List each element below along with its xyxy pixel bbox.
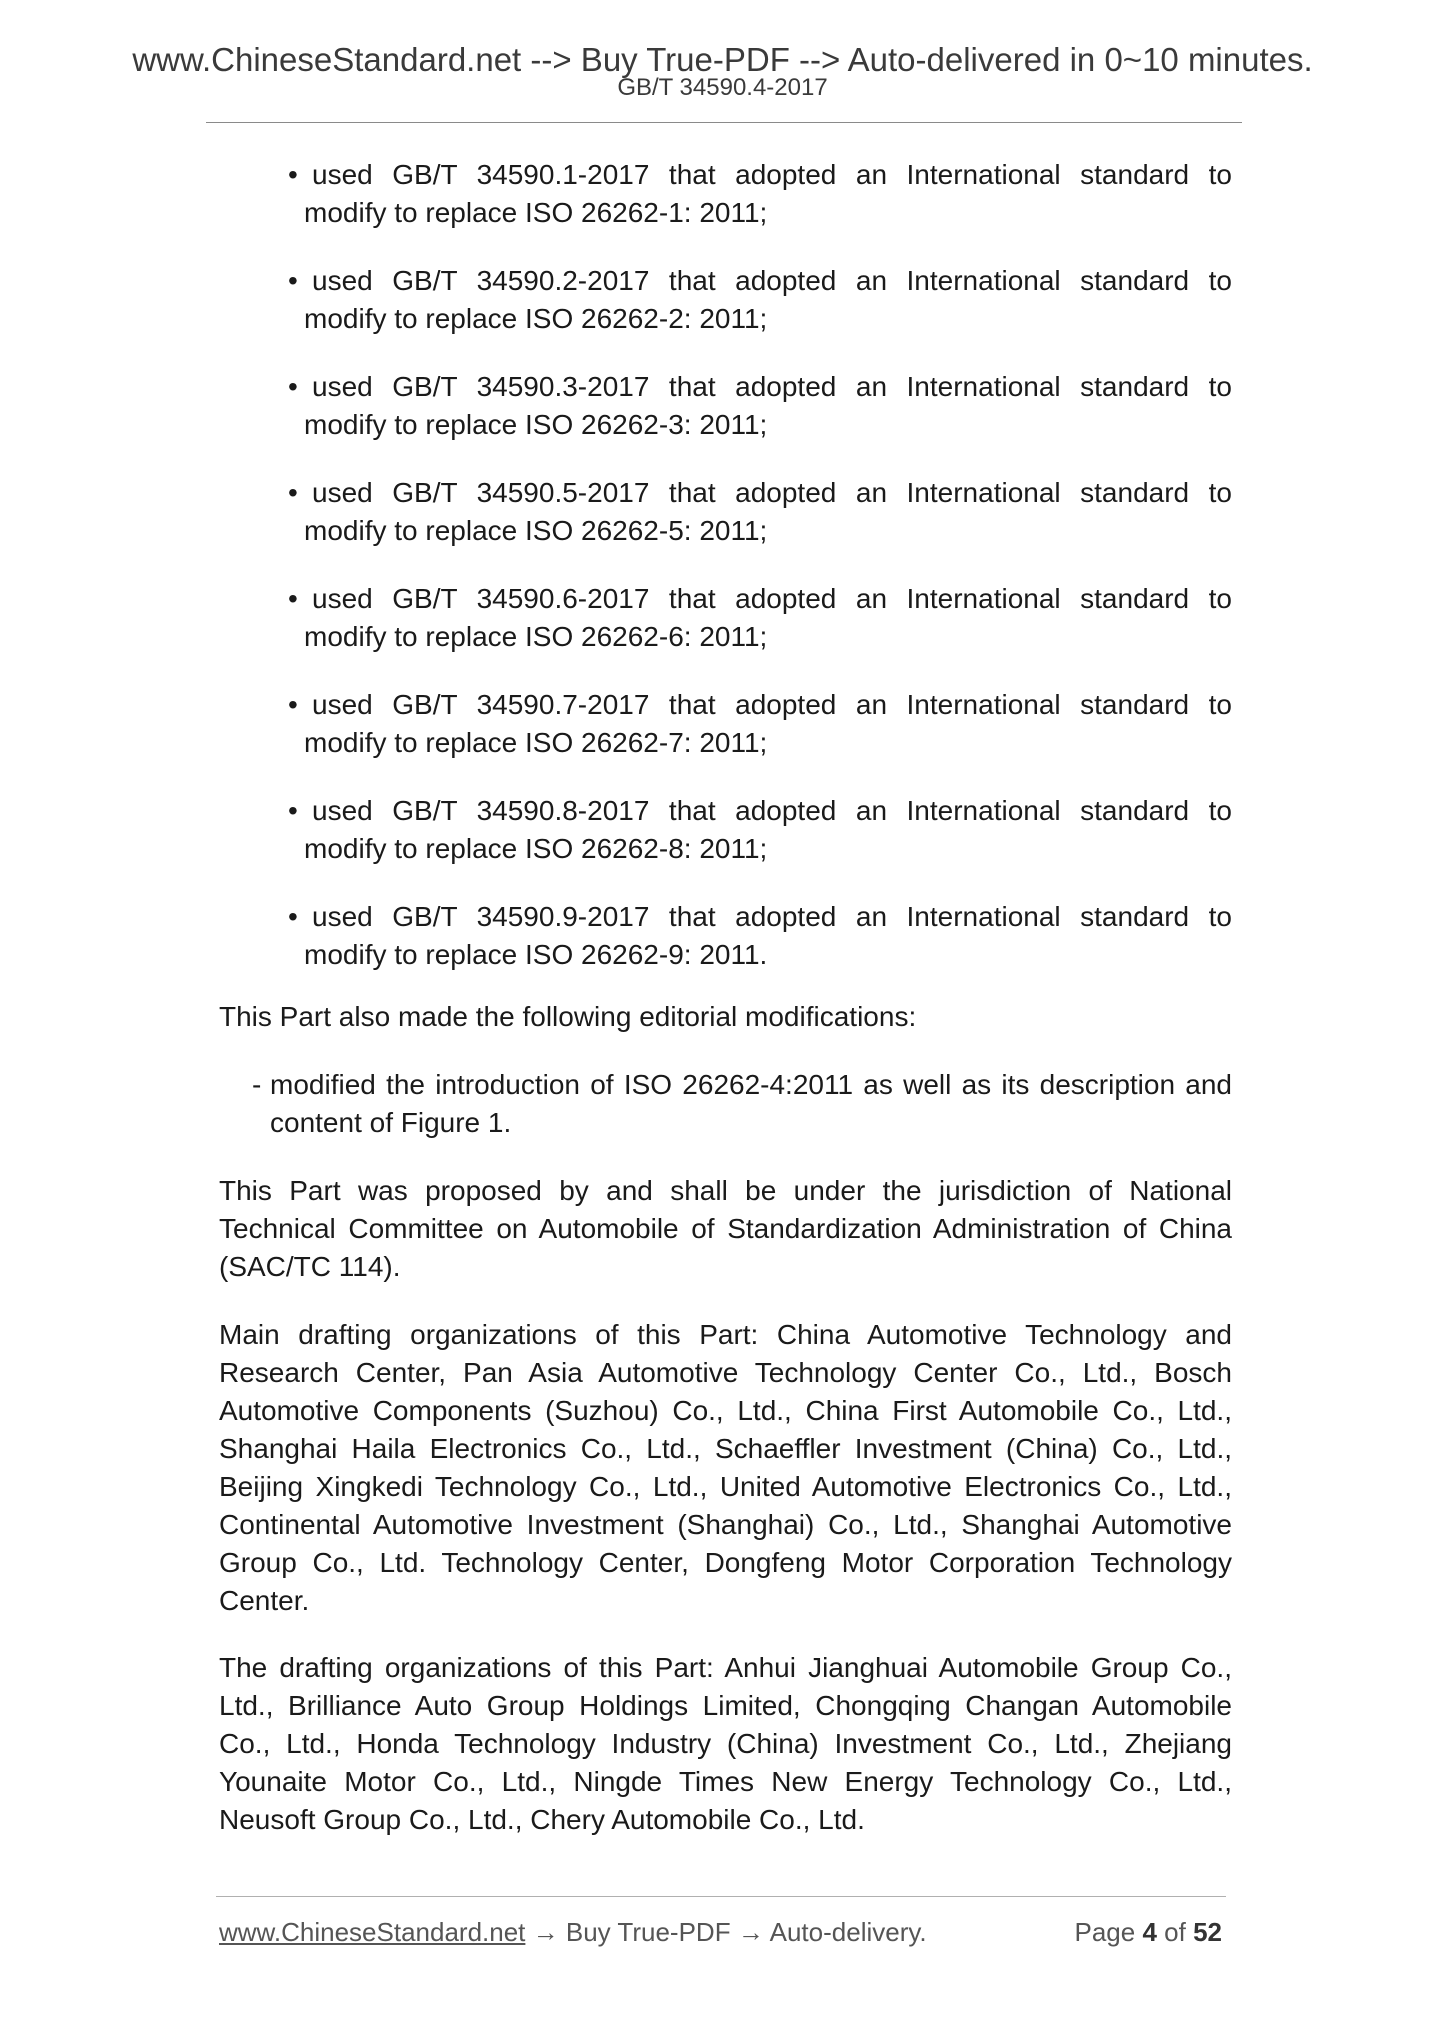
- proposed-paragraph: This Part was proposed by and shall be under the jurisdiction of National Technical Committee on Automobile of Standardization Administration of China (SAC/TC 114).: [219, 1175, 1232, 1282]
- dash-marker: -: [252, 1069, 262, 1100]
- bullet-dot-icon: •: [288, 689, 298, 720]
- bullet-dot-icon: •: [288, 795, 298, 826]
- footer: [219, 1914, 1222, 1954]
- bullet-line: modify to replace ISO 26262-3: 2011;: [304, 409, 768, 440]
- of-label: of: [1164, 1917, 1186, 1947]
- bullet-item: [288, 686, 1232, 762]
- bullet-dot-icon: •: [288, 901, 298, 932]
- bullet-item: [288, 262, 1232, 338]
- bullet-line: used GB/T 34590.1-2017 that adopted an International standard to: [312, 159, 1232, 190]
- bullet-dot-icon: •: [288, 371, 298, 402]
- bullet-line: modify to replace ISO 26262-6: 2011;: [304, 621, 768, 652]
- bullet-line: modify to replace ISO 26262-8: 2011;: [304, 833, 768, 864]
- main-drafting-paragraph: Main drafting organizations of this Part: China Automotive Technology and Research Center, Pan Asia Automotive Technology Center Co., Ltd., Bosch Automotive Components (Suzhou) Co., Ltd., China First Automobile Co., Ltd., Shanghai Haila Electronics Co., Ltd., Schaeffler Investment (China) Co., Ltd., Beijing Xingkedi Technology Co., Ltd., United Automotive Electronics Co., Ltd., Continental Automotive Investment (Shanghai) Co., Ltd., Shanghai Automotive Group Co., Ltd. Technology Center, Dongfeng Motor Corporation Technology Center.: [219, 1319, 1232, 1616]
- bullet-line: modify to replace ISO 26262-7: 2011;: [304, 727, 768, 758]
- bullet-line: used GB/T 34590.9-2017 that adopted an International standard to: [312, 901, 1232, 932]
- footer-site-link[interactable]: www.ChineseStandard.net: [219, 1917, 526, 1947]
- bullet-line: modify to replace ISO 26262-9: 2011.: [304, 939, 768, 970]
- bullet-dot-icon: •: [288, 583, 298, 614]
- editorial-item-line: content of Figure 1.: [270, 1107, 512, 1138]
- bullet-item: [288, 792, 1232, 868]
- header-banner: www.ChineseStandard.net --> Buy True-PDF --> Auto-delivered in 0~10 minutes.: [132, 41, 1313, 78]
- arrow-right-icon: →: [737, 1917, 764, 1947]
- editorial-item-line: modified the introduction of ISO 26262-4:2011 as well as its description and: [270, 1069, 1232, 1100]
- header-divider: [206, 122, 1242, 123]
- page-indicator: [1074, 1914, 1222, 1950]
- bullet-line: modify to replace ISO 26262-1: 2011;: [304, 197, 768, 228]
- document-code: GB/T 34590.4-2017: [617, 74, 828, 101]
- bullet-line: modify to replace ISO 26262-2: 2011;: [304, 303, 768, 334]
- footer-divider: [216, 1896, 1226, 1897]
- bullet-item: [288, 474, 1232, 550]
- drafting-paragraph: The drafting organizations of this Part: Anhui Jianghuai Automobile Group Co., Ltd., Brilliance Auto Group Holdings Limited, Chongqing Changan Automobile Co., Ltd., Honda Technology Industry (China) Investment Co., Ltd., Zhejiang Younaite Motor Co., Ltd., Ningde Times New Energy Technology Co., Ltd., Neusoft Group Co., Ltd., Chery Automobile Co., Ltd.: [219, 1652, 1232, 1835]
- editorial-intro: This Part also made the following editorial modifications:: [219, 1001, 917, 1032]
- footer-buy-text: Buy True-PDF: [565, 1917, 731, 1947]
- bullet-line: used GB/T 34590.3-2017 that adopted an International standard to: [312, 371, 1232, 402]
- bullet-line: used GB/T 34590.2-2017 that adopted an International standard to: [312, 265, 1232, 296]
- page-number: 4: [1142, 1917, 1157, 1947]
- bullet-line: modify to replace ISO 26262-5: 2011;: [304, 515, 768, 546]
- bullet-item: [288, 580, 1232, 656]
- bullet-item: [288, 156, 1232, 232]
- arrow-right-icon: →: [532, 1917, 559, 1947]
- bullet-dot-icon: •: [288, 159, 298, 190]
- bullet-dot-icon: •: [288, 265, 298, 296]
- footer-left: [219, 1914, 927, 1950]
- bullet-line: used GB/T 34590.6-2017 that adopted an International standard to: [312, 583, 1232, 614]
- bullet-line: used GB/T 34590.5-2017 that adopted an International standard to: [312, 477, 1232, 508]
- bullet-dot-icon: •: [288, 477, 298, 508]
- bullet-item: [288, 898, 1232, 974]
- bullet-item: [288, 368, 1232, 444]
- bullet-list: [288, 156, 1232, 1004]
- bullet-line: used GB/T 34590.8-2017 that adopted an International standard to: [312, 795, 1232, 826]
- bullet-line: used GB/T 34590.7-2017 that adopted an International standard to: [312, 689, 1232, 720]
- footer-auto-text: Auto-delivery.: [769, 1917, 927, 1947]
- page-total: 52: [1193, 1917, 1222, 1947]
- editorial-item: [252, 1066, 1232, 1142]
- page-label: Page: [1074, 1917, 1136, 1947]
